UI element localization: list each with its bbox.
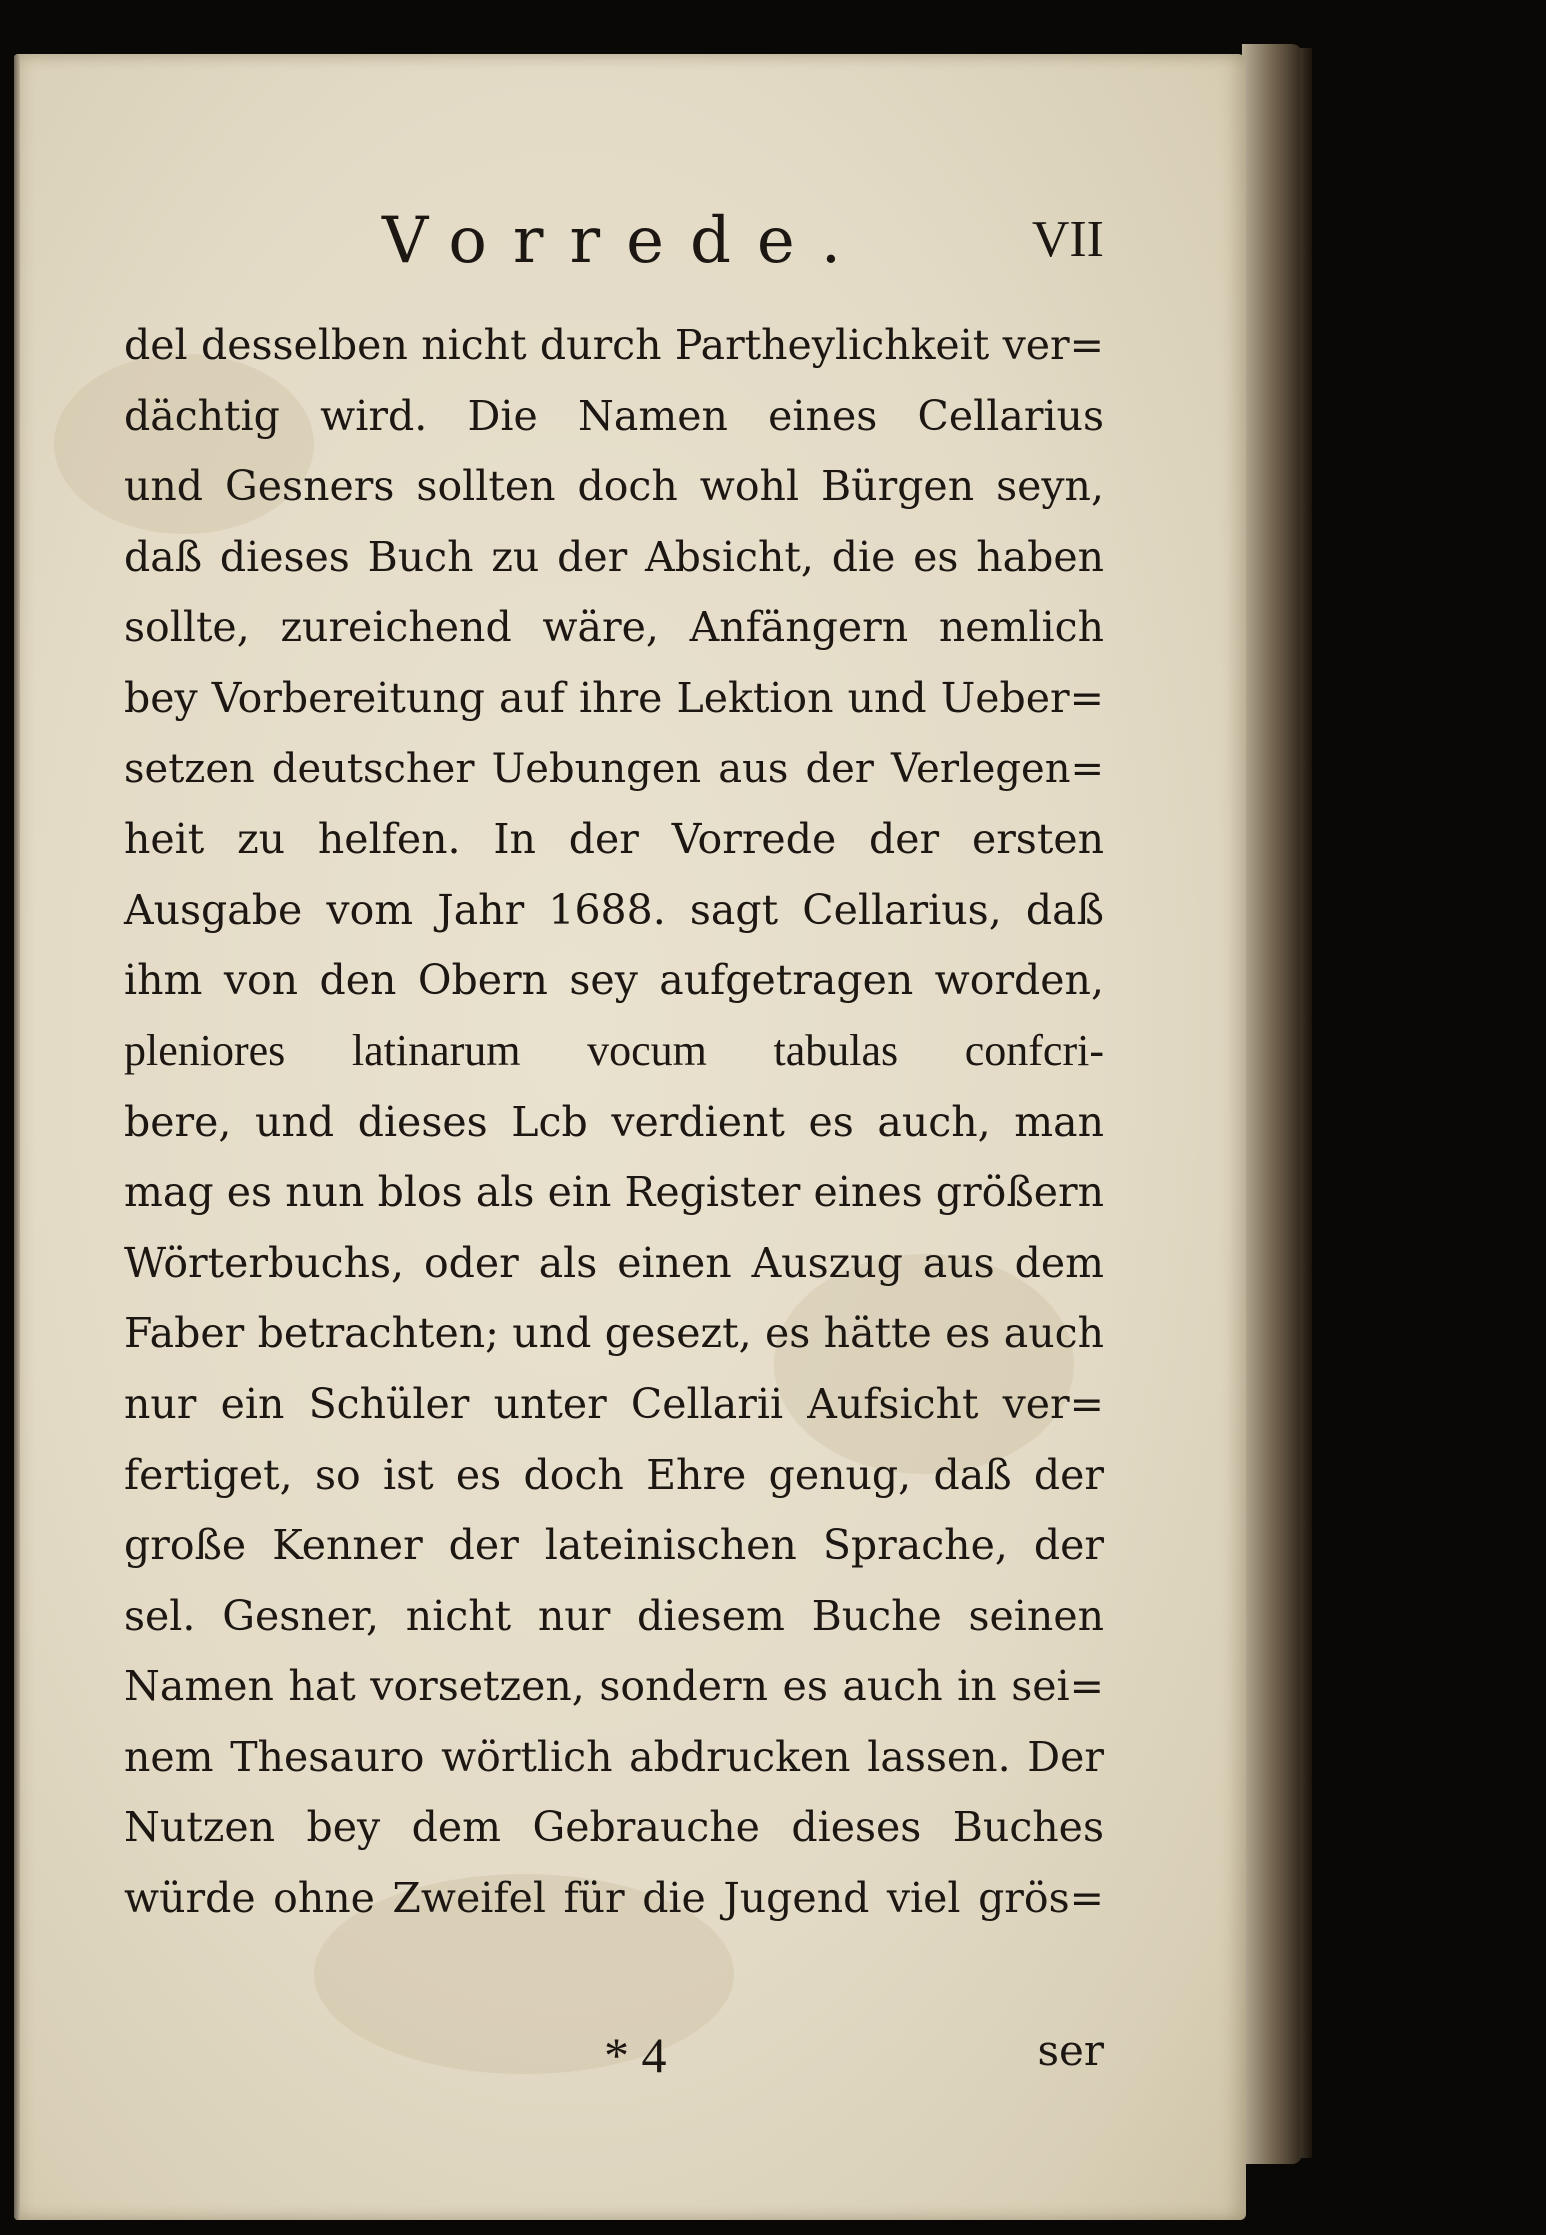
text-line: nur ein Schüler unter Cellarii Aufsicht ver= (124, 1379, 1104, 1428)
catchword: ser (1037, 2026, 1104, 2075)
text-line: bere, und dieses Lcb verdient es auch, man (124, 1097, 1104, 1146)
book-cover-edge (1300, 48, 1312, 2158)
page-footer (124, 2026, 1104, 2096)
text-line: sollte, zureichend wäre, Anfängern nemlich (124, 603, 1104, 652)
text-line: fertiget, so ist es doch Ehre genug, daß der (124, 1450, 1104, 1499)
text-line: setzen deutscher Uebungen aus der Verlegen= (124, 745, 1104, 792)
text-line: Faber betrachten; und gesezt, es hätte es auch (124, 1309, 1104, 1358)
text-line: heit zu helfen. In der Vorrede der ersten (124, 815, 1104, 864)
text-line: Namen hat vorsetzen, sondern es auch in sei= (124, 1662, 1104, 1711)
text-line: del desselben nicht durch Partheylichkeit ver= (124, 321, 1104, 369)
text-line: ihm von den Obern sey aufgetragen worden, (124, 956, 1104, 1005)
page-header (124, 204, 1104, 284)
text-line-latin: pleniores latinarum vocum tabulas confcri- (124, 1025, 1104, 1075)
book-page (14, 54, 1246, 2220)
text-line: sel. Gesner, nicht nur diesem Buche seinen (124, 1591, 1104, 1640)
running-title: Vorrede. (382, 204, 868, 278)
text-line: große Kenner der lateinischen Sprache, der (124, 1521, 1104, 1570)
signature-mark: * 4 (604, 2027, 667, 2083)
text-line: mag es nun blos als ein Register eines größern (124, 1168, 1104, 1217)
text-line: dächtig wird. Die Namen eines Cellarius (124, 391, 1104, 440)
text-line: Nutzen bey dem Gebrauche dieses Buches (124, 1803, 1104, 1852)
text-line: nem Thesauro wörtlich abdrucken lassen. Der (124, 1732, 1104, 1781)
book-spine (1242, 44, 1302, 2164)
text-line: Ausgabe vom Jahr 1688. sagt Cellarius, daß (124, 885, 1104, 934)
text-line: würde ohne Zweifel für die Jugend viel grös= (124, 1874, 1104, 1923)
text-line: und Gesners sollten doch wohl Bürgen seyn, (124, 462, 1104, 511)
body-text (124, 310, 1104, 1934)
text-line: Wörterbuchs, oder als einen Auszug aus dem (124, 1238, 1104, 1287)
text-line: bey Vorbereitung auf ihre Lektion und Ueber= (124, 673, 1104, 722)
text-line: daß dieses Buch zu der Absicht, die es haben (124, 532, 1104, 581)
page-number: VII (1031, 211, 1104, 268)
